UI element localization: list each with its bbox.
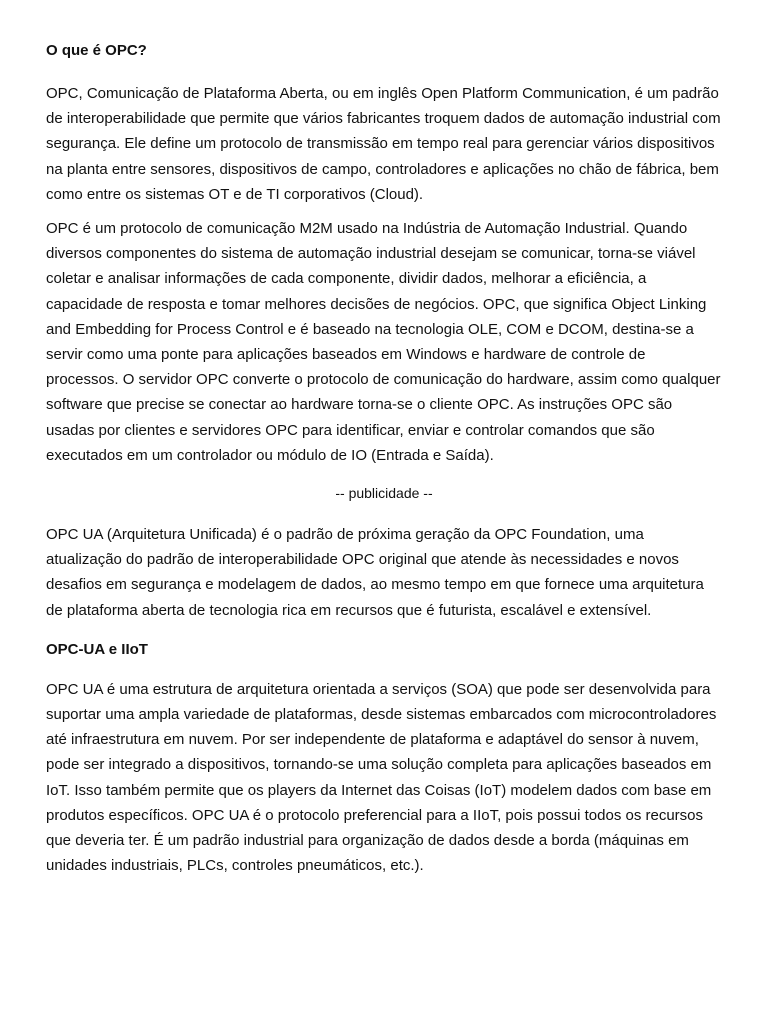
paragraph-opc-ua-soa: OPC UA é uma estrutura de arquitetura orientada a serviços (SOA) que pode ser desenvolvida para suportar uma ampla variedade de plataformas, desde sistemas embarcados com microcontroladores até infraestrutura em nuvem. Por ser independente de plataforma e adaptável do sensor à nuvem, pode ser integrado a dispositivos, tornando-se uma solução completa para aplicações baseados em IoT. Isso também permite que os players da Internet das Coisas (IoT) modelem dados com base em produtos específicos. OPC UA é o protocolo preferencial para a IIoT, pois possui todos os recursos que deveria ter. É um padrão industrial para organização de dados desde a borda (máquinas em unidades industriais, PLCs, controles pneumáticos, etc.).	[46, 680, 717, 875]
paragraph-opc-ua: OPC UA (Arquitetura Unificada) é o padrão de próxima geração da OPC Foundation, uma atualização do padrão de interoperabilidade OPC original que atende às necessidades e novos desafios em segurança e modelagem de dados, ao mesmo tempo em que fornece uma arquitetura de plataforma aberta de tecnologia rica em recursos que é futurista, escalável e extensível.	[46, 526, 704, 619]
paragraph-opc-definition: OPC, Comunicação de Plataforma Aberta, ou em inglês Open Platform Communication, é um padrão de interoperabilidade que permite que vários fabricantes troquem dados de automação industrial com segurança. Ele define um protocolo de transmissão em tempo real para gerenciar vários dispositivos na planta entre sensores, dispositivos de campo, controladores e aplicações no chão de fábrica, bem como entre os sistemas OT e de TI corporativos (Cloud).	[46, 85, 721, 203]
section-heading-what-is-opc: O que é OPC?	[46, 42, 147, 59]
document-page	[46, 38, 722, 878]
advertisement-label: -- publicidade --	[335, 485, 433, 502]
paragraph-opc-m2m: OPC é um protocolo de comunicação M2M usado na Indústria de Automação Industrial. Quando diversos componentes do sistema de automação industrial desejam se comunicar, torna-se viável coletar e analisar informações de cada componente, dividir dados, melhorar a eficiência, a capacidade de resposta e tomar melhores decisões de negócios. OPC, que significa Object Linking and Embedding for Process Control e é baseado na tecnologia OLE, COM e DCOM, destina-se a servir como uma ponte para aplicações baseados em Windows e hardware de controle de processos. O servidor OPC converte o protocolo de comunicação do hardware, assim como qualquer software que precise se conectar ao hardware torna-se o cliente OPC. As instruções OPC são usadas por clientes e servidores OPC para identificar, enviar e controlar comandos que são executados em um controlador ou módulo de IO (Entrada e Saída).	[46, 220, 721, 464]
section-heading-opc-ua-iiot: OPC-UA e IIoT	[46, 640, 148, 658]
